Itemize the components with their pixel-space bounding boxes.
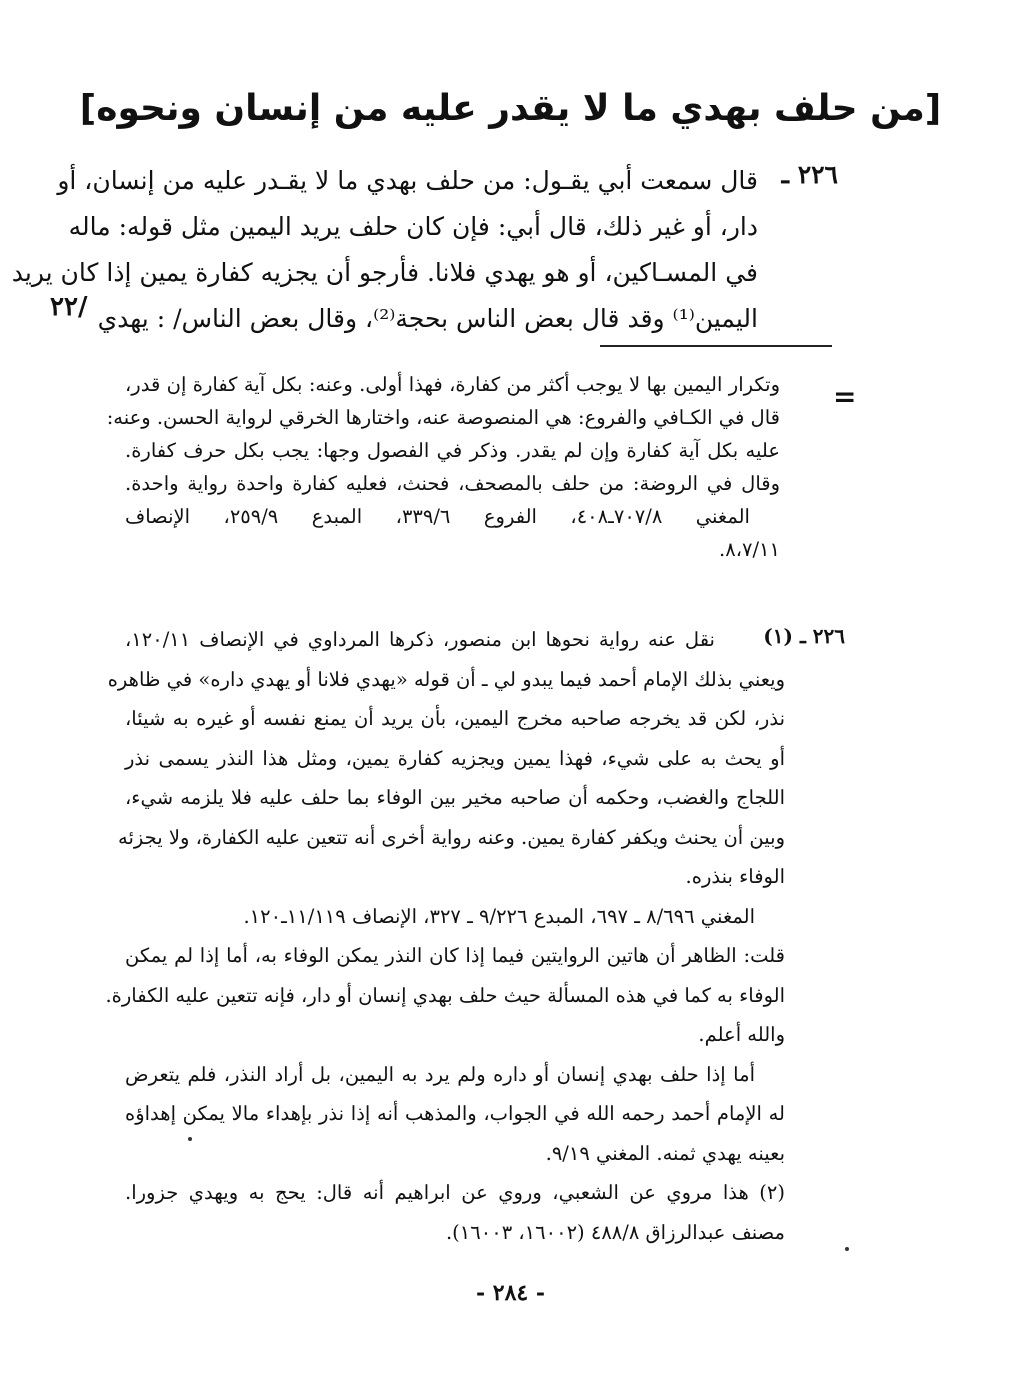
footnote-line: وقال في الروضة: من حلف بالمصحف، فحنث، فعليه كفارة واحدة رواية واحدة. [125,472,780,495]
footnote-line: قال في الكـافي والفروع: هي المنصوصة عنه، واختارها الخرقي لرواية الحسن. وعنه: [106,406,780,429]
section-title: [من حلف بهدي ما لا يقدر عليه من إنسان ونحوه] [79,88,942,129]
footnote-line: نذر، لكن قد يخرجه صاحبه مخرج اليمين، بأن يريد أن يمنع نفسه أو غيره به شيئا، [125,707,785,730]
footnote-line: له الإمام أحمد رحمه الله في الجواب، والمذهب أنه إذا نذر بإهداء مالا يمكن إهداؤه [125,1102,785,1125]
issue-number: ٢٢٦ ـ [781,160,838,189]
footnote-line: نقل عنه رواية نحوها ابن منصور، ذكرها المرداوي في الإنصاف ١٢٠/١١، [125,628,715,651]
footnote-number: ٢٢٦ ـ (١) [763,624,845,648]
footnote-line: (٢) هذا مروي عن الشعبي، وروي عن ابراهيم أنه قال: يحج به ويهدي جزورا. [125,1181,785,1204]
speck [845,1247,849,1251]
manuscript-page-marker: /٢٢ [50,292,88,322]
footnote-line: ٨،٧/١١. [719,538,780,561]
continuation-mark: = [833,380,857,413]
main-line: دار، أو غير ذلك، قال أبي: فإن كان حلف يريد اليمين مثل قوله: ماله [68,212,758,241]
page-number: - ٢٨٤ - [475,1280,546,1306]
footnote-line: اللجاج والغضب، وحكمه أن صاحبه مخير بين الوفاء بما حلف عليه فلا يلزمه شيء، [125,786,785,809]
speck [188,1137,192,1141]
footnote-line: المغني ٧٠٧/٨ـ٤٠٨، الفروع ٣٣٩/٦، المبدع ٢٥٩/٩، الإنصاف [125,505,750,528]
main-line: اليمين⁽¹⁾ وقد قال بعض الناس بحجة⁽²⁾، وقال بعض الناس/ : يهدي [97,304,758,333]
footnote-separator [600,345,832,347]
footnote-line: المغني ٨/٦٩٦ ـ ٦٩٧، المبدع ٩/٢٢٦ ـ ٣٢٧، الإنصاف ١١/١١٩ـ١٢٠. [243,904,755,928]
footnote-line: مصنف عبدالرزاق ٤٨٨/٨ (١٦٠٠٢، ١٦٠٠٣). [445,1220,785,1244]
main-line: قال سمعت أبي يقـول: من حلف بهدي ما لا يقـدر عليه من إنسان، أو [57,166,758,195]
footnote-line: وتكرار اليمين بها لا يوجب أكثر من كفارة، فهذا أولى. وعنه: بكل آية كفارة إن قدر، [125,373,780,396]
footnote-line: بعينه يهدي ثمنه. المغني ٩/١٩. [545,1141,785,1165]
footnote-line: والله أعلم. [698,1023,785,1046]
footnotes [105,620,785,1252]
footnote-line: أو يحث به على شيء، فهذا يمين ويجزيه كفارة يمين، ومثل هذا النذر يسمى نذر [125,746,785,770]
footnote-line: الوفاء به كما في هذه المسألة حيث حلف بهدي إنسان أو دار، فإنه تتعين عليه الكفارة. [105,983,785,1007]
footnote-continuation [106,368,780,566]
footnote-line: أما إذا حلف بهدي إنسان أو داره ولم يرد به اليمين، بل أراد النذر، فلم يتعرض [125,1062,755,1086]
footnote-line: وبين أن يحنث ويكفر كفارة يمين. وعنه رواية أخرى أنه تتعين عليه الكفارة، ولا يجزئه [118,825,785,849]
footnote-line: ويعني بذلك الإمام أحمد فيما يبدو لي ـ أن قوله «يهدي فلانا أو يهدي داره» في ظاهره [107,667,785,691]
footnote-line: عليه بكل آية كفارة وإن لم يقدر. وذكر في الفصول وجها: يجب بكل حرف كفارة. [125,439,780,462]
footnote-line: قلت: الظاهر أن هاتين الروايتين فيما إذا كان النذر يمكن الوفاء به، أما إذا لم يمكن [125,944,785,967]
main-line: في المسـاكين، أو هو يهدي فلانا. فأرجو أن يجزيه كفارة يمين إذا كان يريد [11,258,758,287]
footnote-line: الوفاء بنذره. [685,865,785,888]
